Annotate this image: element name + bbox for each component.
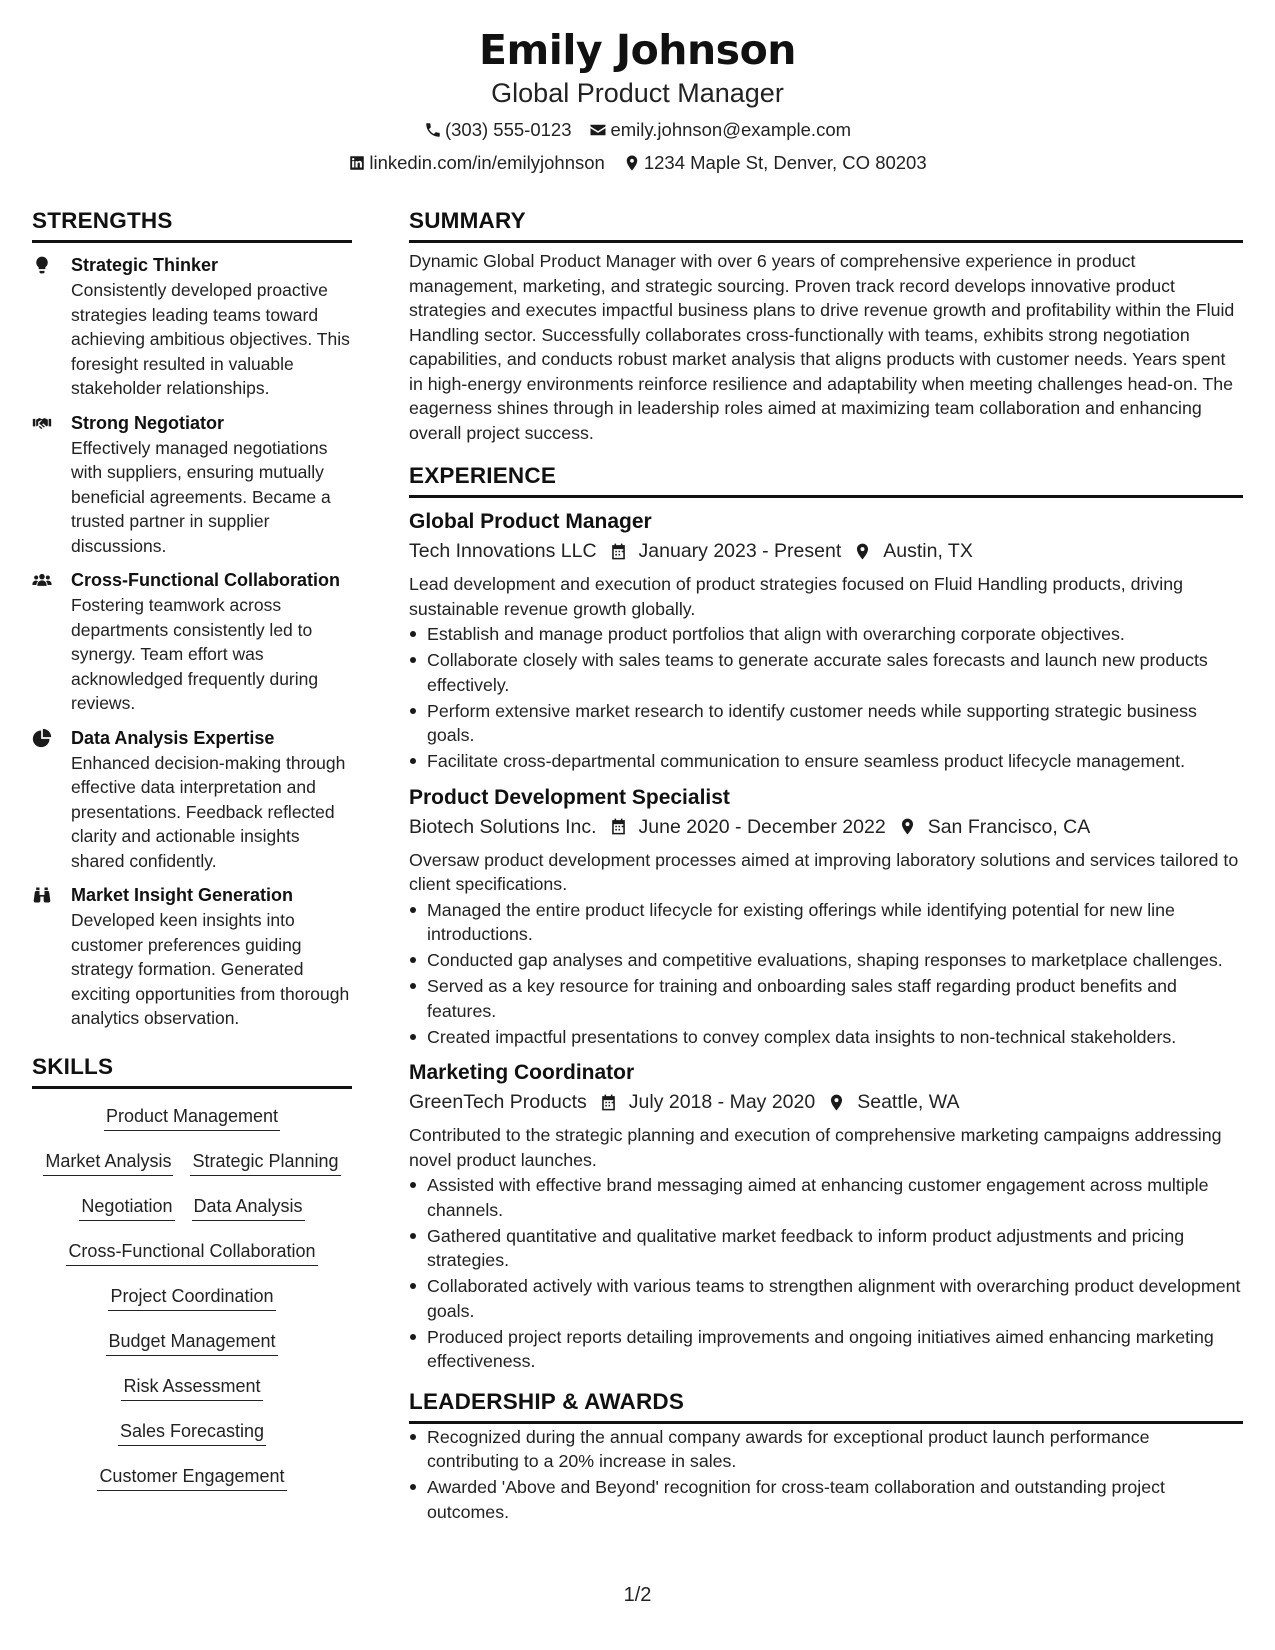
- job-company: GreenTech Products: [409, 1091, 587, 1113]
- job-company: Tech Innovations LLC: [409, 540, 597, 562]
- email-text[interactable]: emily.johnson@example.com: [610, 119, 852, 140]
- contact-phone: [424, 118, 572, 142]
- job-meta: [409, 1088, 1243, 1116]
- map-pin-icon: [827, 1093, 846, 1112]
- phone-text: (303) 555-0123: [444, 119, 572, 140]
- job-role: Product Development Specialist: [409, 785, 730, 809]
- bullet-item: Collaborate closely with sales teams to generate accurate sales forecasts and launch new products effectively.: [409, 648, 1243, 697]
- contact-row-2: [0, 151, 1275, 175]
- job-dates: July 2018 - May 2020: [628, 1091, 816, 1113]
- bullet-item: Conducted gap analyses and competitive evaluations, shaping responses to marketplace challenges.: [409, 948, 1243, 973]
- experience-heading: EXPERIENCE: [409, 462, 1243, 498]
- awards-heading: LEADERSHIP & AWARDS: [409, 1388, 1243, 1424]
- job-description: Oversaw product development processes aimed at improving laboratory solutions and services tailored to client specifications.: [409, 849, 1239, 894]
- skill-tag: Data Analysis: [192, 1194, 305, 1221]
- job-bullets: [409, 622, 1243, 774]
- strength-desc: Enhanced decision-making through effective data interpretation and presentations. Feedback reflected clarity and actionable insights shared confidently.: [71, 752, 346, 871]
- job-description: Lead development and execution of product strategies focused on Fluid Handling products, driving sustainable revenue growth globally.: [409, 574, 1183, 619]
- strengths-heading: STRENGTHS: [32, 207, 352, 243]
- strength-item: [32, 726, 352, 874]
- job-role: Global Product Manager: [409, 510, 652, 533]
- calendar-icon: [599, 1093, 618, 1112]
- skill-tag: Sales Forecasting: [118, 1419, 266, 1446]
- skill-tag: Customer Engagement: [97, 1464, 286, 1491]
- calendar-icon: [609, 817, 628, 836]
- strength-item: [32, 411, 352, 559]
- job-role: Marketing Coordinator: [409, 1061, 635, 1084]
- job-entry: [409, 783, 1243, 1050]
- skill-tag: Market Analysis: [43, 1149, 173, 1176]
- resume-header: [0, 0, 1275, 175]
- linkedin-icon: [348, 154, 366, 172]
- award-item: Recognized during the annual company awards for exceptional product launch performance contributing to a 20% increase in sales.: [409, 1425, 1243, 1474]
- calendar-icon: [609, 542, 628, 561]
- left-column: [32, 207, 352, 1500]
- bullet-item: Produced project reports detailing improvements and ongoing initiatives aimed enhancing marketing effectiveness.: [409, 1325, 1243, 1374]
- strength-desc: Consistently developed proactive strategies leading teams toward achieving ambitious objectives. This foresight resulted in valuable stakeholder relationships.: [71, 280, 350, 398]
- summary-text: Dynamic Global Product Manager with over 6 years of comprehensive experience in product management, marketing, and strategic sourcing. Proven track record develops innovative product strategies and executes impactful business plans to drive revenue growth and profitability within the Fluid Handling sector. Successfully collaborates cross-functionally with teams, exhibits strong negotiation capabilities, and conducts robust market analysis that aligns products with customer needs. Years spent in high-energy environments reinforce resilience and adaptability when meeting challenges head-on. The eagerness shines through in leadership roles aimed at maximizing team collaboration and enhancing overall project success.: [409, 251, 1235, 443]
- job-location: Seattle, WA: [857, 1091, 960, 1113]
- contact-linkedin[interactable]: [348, 151, 604, 175]
- strength-title: Data Analysis Expertise: [71, 727, 275, 748]
- job-bullets: [409, 1173, 1243, 1374]
- job-meta: [409, 537, 1243, 565]
- strength-title: Strategic Thinker: [71, 255, 219, 275]
- bullet-item: Facilitate cross-departmental communication to ensure seamless product lifecycle management.: [409, 749, 1243, 774]
- strength-desc: Effectively managed negotiations with suppliers, ensuring mutually beneficial agreements. Became a trusted partner in supplier discussions.: [71, 437, 331, 556]
- job-dates: June 2020 - December 2022: [638, 815, 886, 838]
- strength-title: Cross-Functional Collaboration: [71, 570, 341, 590]
- bullet-item: Gathered quantitative and qualitative market feedback to inform product adjustments and pricing strategies.: [409, 1224, 1243, 1273]
- skill-tag: Cross-Functional Collaboration: [66, 1239, 317, 1266]
- skill-tag: Product Management: [104, 1104, 280, 1131]
- skill-tag: Budget Management: [106, 1329, 277, 1356]
- strength-title: Strong Negotiator: [71, 412, 224, 433]
- map-pin-icon: [898, 817, 917, 836]
- map-pin-icon: [853, 542, 872, 561]
- strength-item: [32, 883, 352, 1031]
- strength-item: [32, 568, 352, 716]
- candidate-name: Emily Johnson: [479, 26, 796, 74]
- award-item: Awarded 'Above and Beyond' recognition for cross-team collaboration and outstanding project outcomes.: [409, 1475, 1243, 1524]
- job-company: Biotech Solutions Inc.: [409, 815, 597, 838]
- map-pin-icon: [623, 154, 641, 172]
- job-entry: [409, 507, 1243, 774]
- bullet-item: Served as a key resource for training and onboarding sales staff regarding product benefits and features.: [409, 974, 1243, 1023]
- awards-list: [409, 1425, 1243, 1525]
- job-location: Austin, TX: [883, 540, 973, 562]
- skill-tag: Negotiation: [79, 1194, 174, 1221]
- skills-list: [32, 1095, 352, 1500]
- bullet-item: Perform extensive market research to identify customer needs while supporting strategic business goals.: [409, 699, 1243, 748]
- chart-pie-icon: [32, 728, 52, 748]
- page-number: 1/2: [623, 1584, 652, 1606]
- job-entry: [409, 1058, 1243, 1374]
- skill-tag: Project Coordination: [108, 1284, 275, 1311]
- bullet-item: Establish and manage product portfolios that align with overarching corporate objectives.: [409, 622, 1243, 647]
- handshake-icon: [32, 413, 52, 433]
- skill-tag: Risk Assessment: [121, 1374, 262, 1401]
- contact-email[interactable]: [589, 118, 851, 142]
- job-dates: January 2023 - Present: [638, 540, 842, 562]
- job-location: San Francisco, CA: [927, 815, 1091, 838]
- job-description: Contributed to the strategic planning and execution of comprehensive marketing campaigns addressing novel product launches.: [409, 1125, 1222, 1170]
- summary-heading: SUMMARY: [409, 207, 1243, 243]
- lightbulb-icon: [32, 255, 52, 275]
- bullet-item: Created impactful presentations to convey complex data insights to non-technical stakeholders.: [409, 1025, 1243, 1050]
- candidate-title: Global Product Manager: [491, 78, 784, 108]
- linkedin-text[interactable]: linkedin.com/in/emilyjohnson: [369, 152, 605, 173]
- strength-desc: Fostering teamwork across departments consistently led to synergy. Team effort was acknowledged frequently during reviews.: [71, 595, 319, 713]
- bullet-item: Assisted with effective brand messaging aimed at enhancing customer engagement across multiple channels.: [409, 1173, 1243, 1222]
- skill-tag: Strategic Planning: [190, 1149, 340, 1176]
- binoculars-icon: [32, 885, 52, 905]
- phone-icon: [424, 121, 442, 139]
- address-text: 1234 Maple St, Denver, CO 80203: [643, 152, 927, 173]
- skills-heading: SKILLS: [32, 1053, 352, 1089]
- envelope-icon: [589, 121, 607, 139]
- bullet-item: Collaborated actively with various teams to strengthen alignment with overarching product development goals.: [409, 1274, 1243, 1323]
- job-meta: [409, 813, 1243, 841]
- contact-row-1: [0, 118, 1275, 142]
- job-bullets: [409, 898, 1243, 1050]
- strength-title: Market Insight Generation: [71, 885, 294, 905]
- strength-desc: Developed keen insights into customer preferences guiding strategy formation. Generated exciting opportunities from thorough analytics observation.: [71, 910, 350, 1028]
- right-column: [409, 207, 1243, 1526]
- strength-item: [32, 253, 352, 401]
- bullet-item: Managed the entire product lifecycle for existing offerings while identifying potential for new line introductions.: [409, 898, 1243, 947]
- users-icon: [32, 570, 52, 590]
- contact-address: [623, 151, 927, 175]
